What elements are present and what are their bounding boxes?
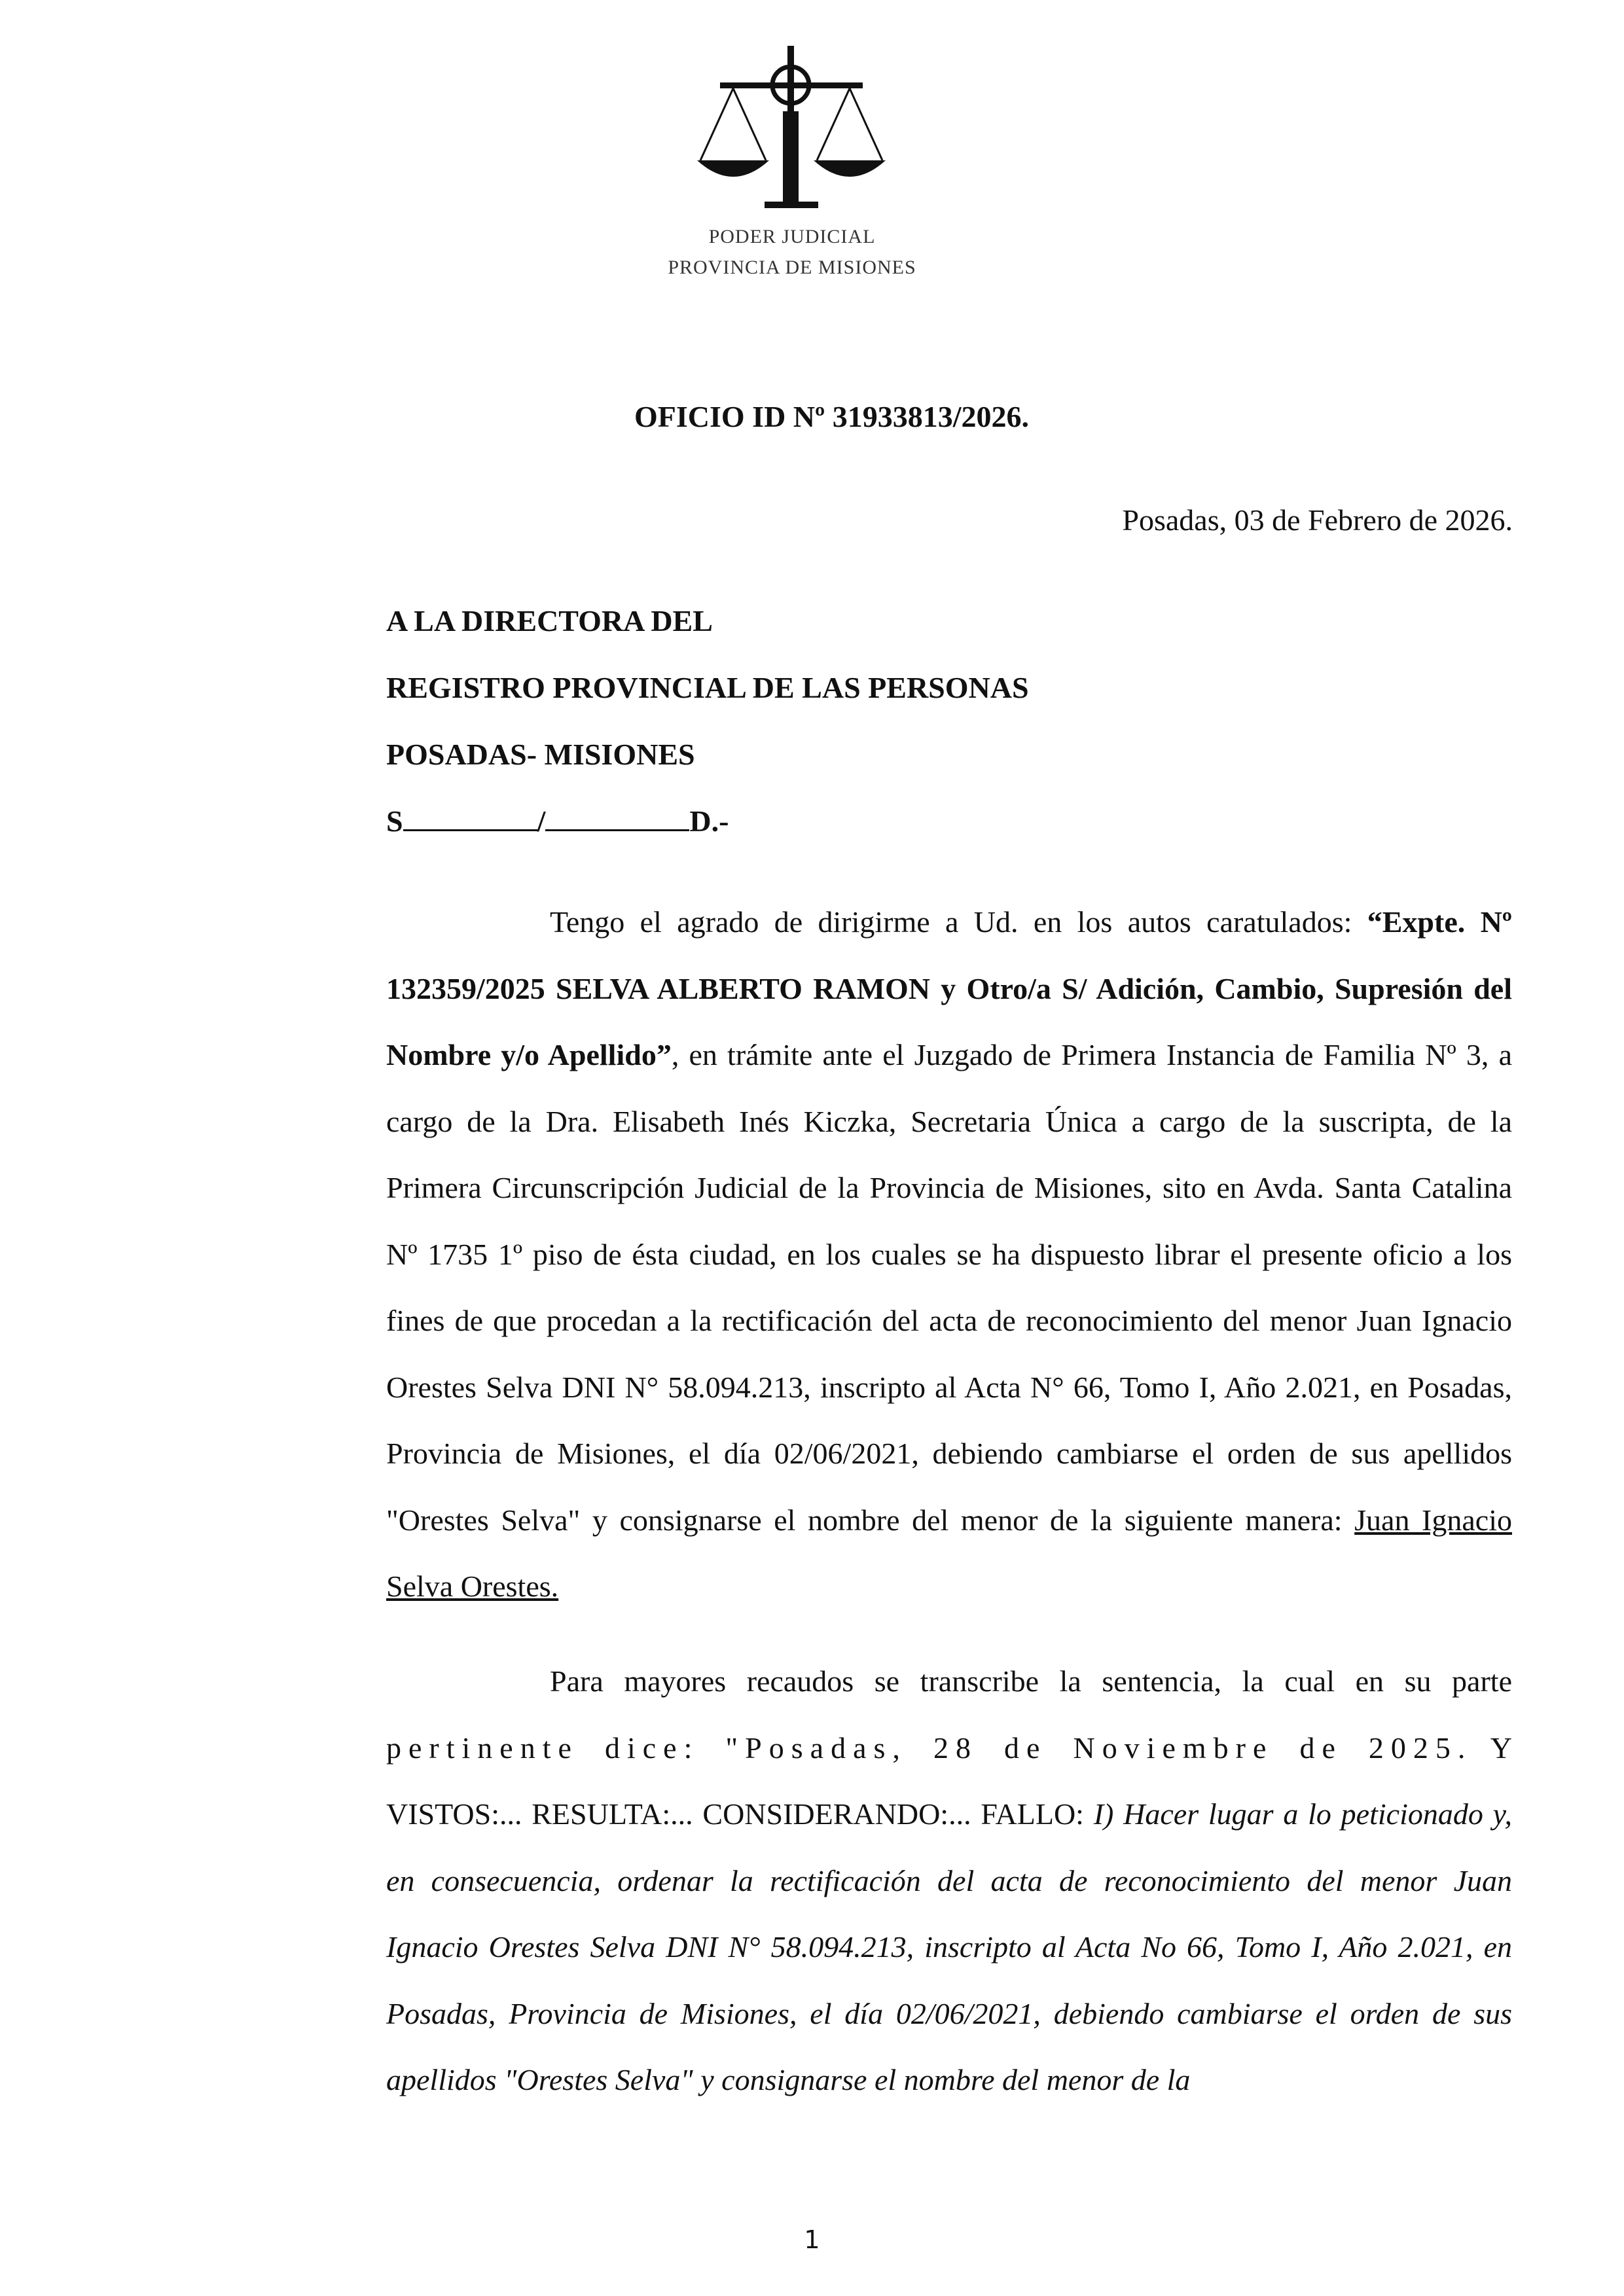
sd-blank-1 (403, 804, 537, 831)
case-title: “Expte. Nº 132359/2025 SELVA ALBERTO RAMON y Otro/a S/ Adición, Cambio, Supresión del Nombre y/o Apellido” (386, 905, 1512, 1071)
p2-spaced: pertinente dice: "Posadas, 28 de Noviembre de 2025. (386, 1731, 1473, 1765)
p1-intro: Tengo el agrado de dirigirme a Ud. en los autos caratulados: (550, 905, 1367, 939)
p2-plain: Y VISTOS:... RESULTA:... CONSIDERANDO:... FALLO: (386, 1731, 1513, 1831)
addressee-line-2: REGISTRO PROVINCIAL DE LAS PERSONAS (386, 671, 1029, 704)
emblem-label-line1: PODER JUDICIAL (708, 226, 876, 247)
justice-scales-cross-emblem (694, 39, 890, 216)
addressee-line-1: A LA DIRECTORA DEL (386, 604, 713, 637)
sd-blank-2 (545, 804, 689, 831)
sd-start: S (386, 804, 403, 838)
emblem-label-line2: PROVINCIA DE MISIONES (668, 257, 916, 278)
addressee-line-3: POSADAS- MISIONES (386, 738, 695, 771)
paragraph-1 (386, 889, 1512, 1620)
title-text: OFICIO ID Nº 31933813/2026. (634, 400, 1029, 433)
p2-italic: I) Hacer lugar a lo peticionado y, en consecuencia, ordenar la rectificación del acta de reconocimiento del menor Juan Ignacio Orestes Selva DNI N° 58.094.213, inscripto al Acta No 66, Tomo I, Año 2.021, en Posadas, Provincia de Misiones, el día 02/06/2021, debiendo cambiarse el orden de sus apellidos "Orestes Selva" y consignarse el nombre del menor de la (386, 1797, 1513, 2096)
page-number: 1 (804, 2225, 820, 2254)
date-line: Posadas, 03 de Febrero de 2026. (1122, 503, 1513, 537)
p1-body: , en trámite ante el Juzgado de Primera Instancia de Familia Nº 3, a cargo de la Dra. Elisabeth Inés Kiczka, Secretaria Única a cargo de la suscripta, de la Primera Circunscripción Judicial de la Provincia de Misiones, sito en Avda. Santa Catalina Nº 1735 1º piso de ésta ciudad, en los cuales se ha dispuesto librar el presente oficio a los fines de que procedan a la rectificación del acta de reconocimiento del menor Juan Ignacio Orestes Selva DNI N° 58.094.213, inscripto al Acta N° 66, Tomo I, Año 2.021, en Posadas, Provincia de Misiones, el día 02/06/2021, debiendo cambiarse el orden de sus apellidos "Orestes Selva" y consignarse el nombre del menor de la siguiente manera: (386, 1038, 1513, 1537)
sd-slash: / (537, 804, 546, 838)
salutation-sd (386, 804, 729, 838)
new-name: Juan Ignacio Selva Orestes. (386, 1503, 1512, 1603)
document-title (0, 399, 1624, 434)
paragraph-2 (386, 1648, 1512, 2113)
sd-end: D.- (689, 804, 729, 838)
p2-intro: Para mayores recaudos se transcribe la sentencia, la cual en su parte (550, 1664, 1512, 1698)
